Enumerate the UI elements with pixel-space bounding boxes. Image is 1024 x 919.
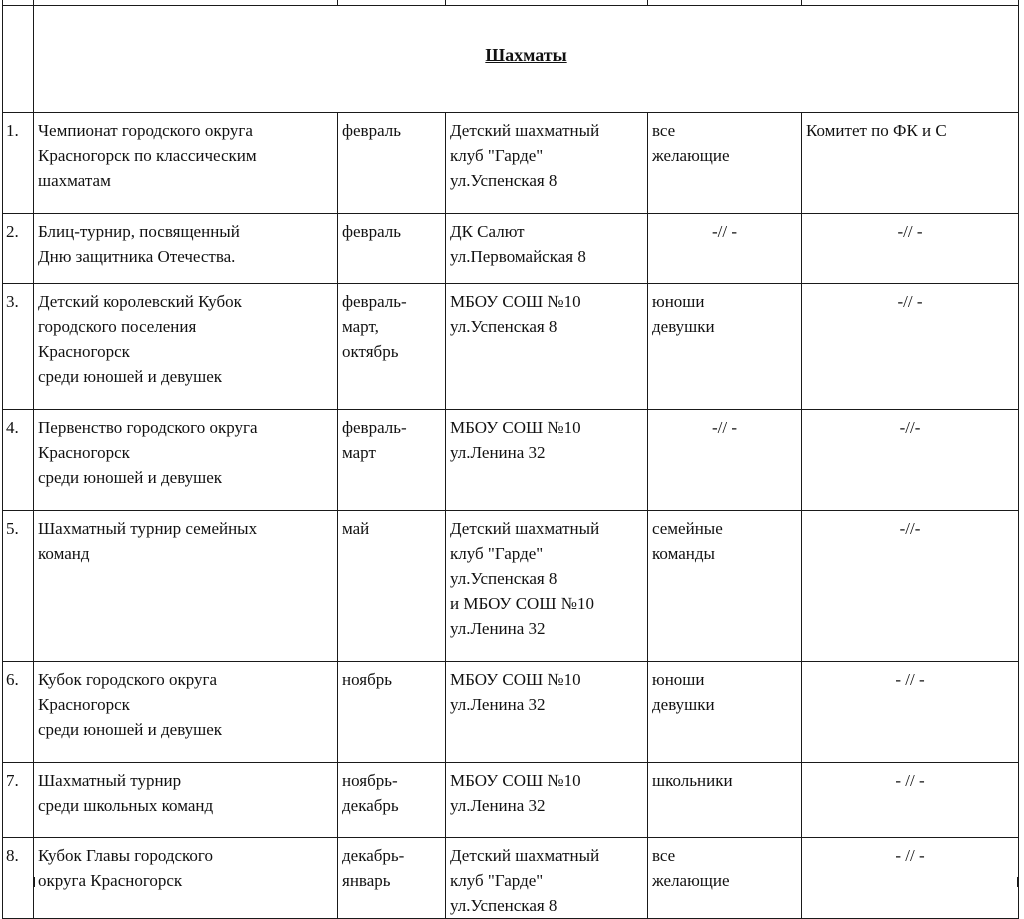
participants-line: девушки [652,695,715,714]
organizer-line: -//- [899,519,921,538]
event-place-line: Детский шахматный [450,846,600,865]
event-place-cell [446,410,648,511]
row-number-cell [3,214,34,284]
row-number-line: 4. [6,418,19,437]
table-row [3,410,1019,511]
row-number-line: 7. [6,771,19,790]
event-place-cell [446,214,648,284]
event-place-line: МБОУ СОШ №10 [450,670,581,689]
event-place-line: ул.Ленина 32 [450,443,546,462]
row-number-line: 1. [6,121,19,140]
event-date-line: декабрь- [342,846,405,865]
event-date-line: февраль- [342,418,407,437]
events-table [2,0,1019,919]
event-name-line: шахматам [38,171,111,190]
event-date-cell [338,662,446,763]
organizer-cell [802,214,1019,284]
event-date-cell [338,763,446,838]
event-place-cell [446,113,648,214]
row-number-cell [3,763,34,838]
event-place-line: Детский шахматный [450,121,600,140]
organizer-cell [802,284,1019,410]
participants-line: юноши [652,670,705,689]
row-number-cell [3,511,34,662]
event-name-line: команд [38,544,90,563]
participants-cell [648,662,802,763]
event-name-line: Первенство городского округа [38,418,258,437]
participants-line: семейные [652,519,723,538]
event-date-line: март, [342,317,379,336]
event-name-line: среди школьных команд [38,796,214,815]
event-name-line: городского поселения [38,317,197,336]
event-place-line: МБОУ СОШ №10 [450,292,581,311]
organizer-line: - // - [895,670,925,689]
section-header-row [3,6,1019,113]
participants-line: желающие [652,871,730,890]
table-row [3,284,1019,410]
participants-line: все [652,846,676,865]
participants-cell [648,284,802,410]
event-place-line: и МБОУ СОШ №10 [450,594,594,613]
event-date-line: ноябрь- [342,771,398,790]
organizer-line: - // - [895,771,925,790]
next-row-divider [33,877,35,887]
event-date-line: февраль [342,121,402,140]
participants-line: желающие [652,146,730,165]
organizer-cell [802,410,1019,511]
participants-cell [648,113,802,214]
row-number-line: 2. [6,222,19,241]
event-name-line: округа Красногорск [38,871,183,890]
event-place-cell [446,662,648,763]
event-name-line: среди юношей и девушек [38,468,223,487]
table-row [3,214,1019,284]
row-number-cell [3,410,34,511]
event-place-cell [446,763,648,838]
event-name-line: Шахматный турнир семейных [38,519,258,538]
row-number-cell [3,662,34,763]
event-date-line: ноябрь [342,670,392,689]
event-place-line: клуб "Гарде" [450,146,544,165]
event-place-line: МБОУ СОШ №10 [450,418,581,437]
event-place-line: ул.Ленина 32 [450,796,546,815]
organizer-line: Комитет по ФК и С [806,121,947,140]
organizer-line: -// - [897,222,923,241]
next-row-remainder [2,877,1018,887]
event-place-line: клуб "Гарде" [450,544,544,563]
table-row [3,511,1019,662]
event-place-cell [446,284,648,410]
event-place-line: клуб "Гарде" [450,871,544,890]
event-name-line: Кубок городского округа [38,670,217,689]
event-place-line: МБОУ СОШ №10 [450,771,581,790]
organizer-line: -// - [897,292,923,311]
event-name-cell [34,284,338,410]
organizer-cell [802,113,1019,214]
event-date-cell [338,511,446,662]
event-name-cell [34,410,338,511]
event-name-line: среди юношей и девушек [38,367,223,386]
event-date-cell [338,410,446,511]
event-name-line: Чемпионат городского округа [38,121,253,140]
section-title: Шахматы [34,6,1019,113]
participants-line: юноши [652,292,705,311]
organizer-cell [802,763,1019,838]
row-number-line: 5. [6,519,19,538]
event-date-cell [338,284,446,410]
row-number-cell [3,113,34,214]
organizer-line: -//- [899,418,921,437]
event-name-line: Красногорск [38,342,130,361]
event-date-cell [338,214,446,284]
event-name-cell [34,763,338,838]
event-place-line: ул.Успенская 8 [450,317,558,336]
event-date-cell [338,113,446,214]
table-row [3,113,1019,214]
organizer-cell [802,511,1019,662]
event-name-line: Шахматный турнир [38,771,182,790]
event-name-line: Красногорск по классическим [38,146,257,165]
event-name-line: Дню защитника Отечества. [38,247,236,266]
event-place-line: ДК Салют [450,222,525,241]
row-number-line: 3. [6,292,19,311]
participants-line: все [652,121,676,140]
row-number-cell [3,284,34,410]
participants-cell [648,511,802,662]
event-date-line: май [342,519,370,538]
table-row [3,763,1019,838]
row-number-line: 8. [6,846,19,865]
event-place-cell [446,511,648,662]
event-name-cell [34,214,338,284]
participants-cell [648,410,802,511]
event-name-line: Красногорск [38,443,130,462]
event-name-line: Детский королевский Кубок [38,292,242,311]
event-place-line: ул.Успенская 8 [450,896,558,915]
participants-line: школьники [652,771,733,790]
event-place-line: ул.Первомайская 8 [450,247,586,266]
event-name-cell [34,511,338,662]
participants-line: -// - [711,418,738,437]
event-name-line: Красногорск [38,695,130,714]
participants-line: команды [652,544,715,563]
event-date-line: март [342,443,376,462]
event-place-line: ул.Ленина 32 [450,695,546,714]
event-name-line: среди юношей и девушек [38,720,223,739]
event-date-line: январь [342,871,391,890]
event-place-line: ул.Успенская 8 [450,171,558,190]
participants-line: девушки [652,317,715,336]
event-name-line: Кубок Главы городского [38,846,213,865]
event-name-cell [34,113,338,214]
event-place-line: ул.Ленина 32 [450,619,546,638]
event-place-line: Детский шахматный [450,519,600,538]
participants-cell [648,214,802,284]
event-name-cell [34,662,338,763]
event-date-line: февраль [342,222,402,241]
event-name-line: Блиц-турнир, посвященный [38,222,240,241]
event-place-line: ул.Успенская 8 [450,569,558,588]
organizer-cell [802,662,1019,763]
event-date-line: февраль- [342,292,407,311]
organizer-line: - // - [895,846,925,865]
participants-cell [648,763,802,838]
event-date-line: октябрь [342,342,399,361]
participants-line: -// - [711,222,738,241]
row-number-line: 6. [6,670,19,689]
table-row [3,662,1019,763]
event-date-line: декабрь [342,796,399,815]
